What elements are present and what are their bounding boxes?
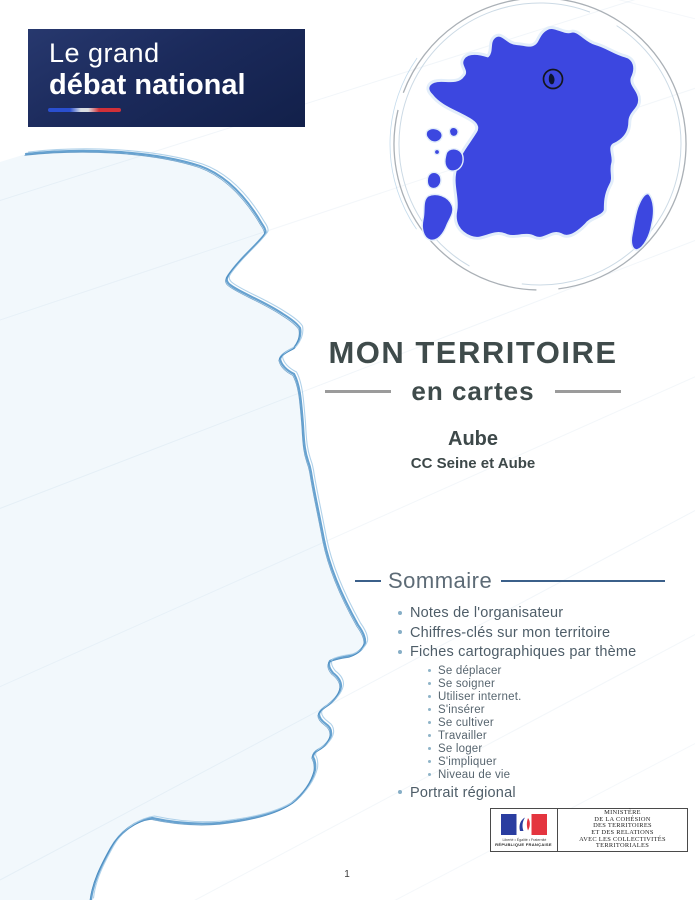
sommaire-list — [355, 604, 665, 803]
ministry-line: TERRITORIALES — [595, 842, 650, 850]
list-subitem-label: Se soigner — [438, 677, 495, 690]
bullet-icon — [398, 611, 402, 615]
bullet-icon — [428, 721, 431, 724]
list-subitem — [355, 743, 665, 756]
list-subitem-label: S'impliquer — [438, 755, 497, 768]
france-map — [422, 28, 653, 250]
list-item-label: Chiffres-clés sur mon territoire — [410, 624, 611, 641]
subtitle-row — [253, 376, 693, 407]
list-item-label: Notes de l'organisateur — [410, 605, 564, 621]
title-block — [253, 336, 693, 472]
bullet-icon — [398, 790, 402, 794]
list-subitem-label: Se déplacer — [438, 664, 502, 677]
ministry-line: DES TERRITOIRES — [593, 822, 652, 830]
ministry-line: DE LA COHÉSION — [594, 815, 651, 823]
bullet-icon — [428, 695, 431, 698]
ministry-line: ET DES RELATIONS — [591, 829, 654, 836]
page-number: 1 — [344, 869, 350, 880]
ministry-line: AVEC LES COLLECTIVITÉS — [579, 835, 666, 843]
ministry-line: MINISTÈRE — [604, 809, 641, 817]
bullet-icon — [428, 773, 431, 776]
list-item — [355, 643, 665, 663]
marianne-republic: RÉPUBLIQUE FRANÇAISE — [495, 842, 553, 847]
ministry-logo — [490, 808, 688, 852]
ministry-name — [558, 809, 687, 851]
grand-debat-logo — [28, 29, 305, 127]
list-subitem-label: Niveau de vie — [438, 768, 511, 781]
marianne-block — [491, 809, 558, 851]
list-subitem — [355, 717, 665, 730]
list-item-label: Fiches cartographiques par thème — [410, 644, 637, 660]
page-subtitle: en cartes — [411, 376, 535, 406]
list-item — [355, 624, 665, 644]
page-title: MON TERRITOIRE — [328, 335, 618, 370]
sommaire-line-right — [501, 580, 665, 582]
sommaire-line-left — [355, 580, 381, 582]
list-subitem — [355, 678, 665, 691]
list-subitem-label: Utiliser internet. — [438, 690, 522, 703]
list-subitem — [355, 730, 665, 743]
bullet-icon — [428, 760, 431, 763]
bullet-icon — [428, 682, 431, 685]
corsica — [631, 194, 653, 250]
sommaire-section — [355, 568, 665, 803]
bullet-icon — [398, 650, 402, 654]
territory-name: Aube — [448, 428, 498, 450]
sommaire-heading-row — [355, 568, 665, 594]
sommaire-sublist — [355, 665, 665, 782]
list-subitem-label: S'insérer — [438, 703, 485, 716]
subtitle-dash-right — [555, 390, 621, 393]
bullet-icon — [428, 669, 431, 672]
list-item — [355, 784, 665, 804]
logo-line2: débat national — [49, 69, 246, 101]
face-profile-fill — [0, 151, 365, 900]
list-subitem-label: Travailler — [438, 729, 487, 742]
list-item — [355, 604, 665, 624]
list-subitem — [355, 665, 665, 678]
bullet-icon — [428, 734, 431, 737]
bullet-icon — [398, 630, 402, 634]
logo-line1: Le grand — [49, 38, 160, 68]
subtitle-dash-left — [325, 390, 391, 393]
epci-name: CC Seine et Aube — [410, 455, 536, 472]
sommaire-heading: Sommaire — [388, 568, 493, 593]
list-subitem-label: Se cultiver — [438, 716, 494, 729]
list-subitem — [355, 704, 665, 717]
flag-underline — [48, 108, 121, 112]
list-item-label: Portrait régional — [410, 784, 516, 801]
list-subitem — [355, 769, 665, 782]
bullet-icon — [428, 747, 431, 750]
list-subitem — [355, 691, 665, 704]
french-flag-icon — [501, 814, 547, 835]
france-mainland — [428, 28, 640, 239]
marianne-motto: Liberté • Égalité • Fraternité — [502, 837, 546, 842]
list-subitem-label: Se loger — [438, 742, 483, 755]
list-subitem — [355, 756, 665, 769]
bullet-icon — [428, 708, 431, 711]
